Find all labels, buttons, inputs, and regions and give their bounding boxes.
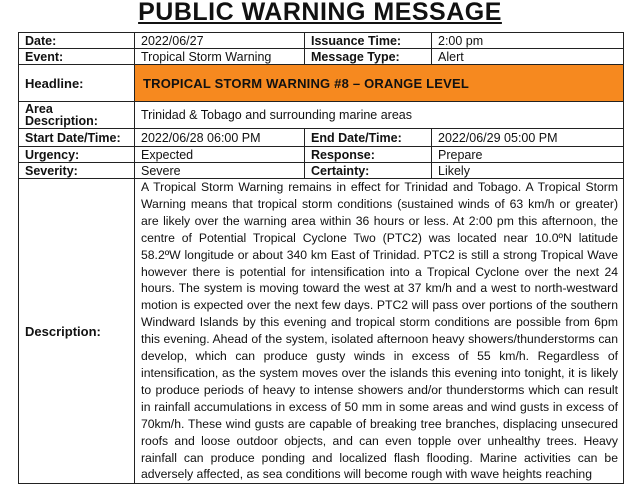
message-type-value: Alert — [432, 49, 624, 65]
headline-value: TROPICAL STORM WARNING #8 – ORANGE LEVEL — [135, 65, 624, 102]
severity-label: Severity: — [19, 163, 135, 179]
severity-value: Severe — [135, 163, 305, 179]
start-label: Start Date/Time: — [19, 129, 135, 147]
row-area — [19, 102, 624, 129]
urgency-value: Expected — [135, 147, 305, 163]
date-value: 2022/06/27 — [135, 33, 305, 49]
end-label: End Date/Time: — [305, 129, 432, 147]
description-text: A Tropical Storm Warning remains in effect for Trinidad and Tobago. A Tropical Storm Warning means that tropical storm conditions (sustained winds of 63 km/h or greater) are likely over the warning area within 36 hours or less. At 2:00 pm this afternoon, the centre of Potential Tropical Cyclone Two (PTC2) was located near 10.0ºN latitude 58.2ºW longitude or about 340 km East of Trinidad. PTC2 is still a strong Tropical Wave however there is potential for intensification into a Tropical Cyclone over the next 24 hours. The system is moving toward the west at 37 km/h and a west to north-westward motion is expected over the next few days. PTC2 will pass over portions of the southern Windward Islands by this evening and tropical storm conditions are possible from 6pm this evening. Ahead of the system, isolated afternoon heavy showers/thunderstorms can develop, which can produce gusty winds in excess of 55 km/h. Regardless of intensification, as the system moves over the islands this evening into tonight, it is likely to produce periods of heavy to intense showers and/or thunderstorms which can result in rainfall accumulations in excess of 50 mm in some areas and wind gusts in excess of 70km/h. These wind gusts are capable of breaking tree branches, displacing unsecured roofs and loose outdoor objects, and can even topple over unhealthy trees. Heavy rainfall can produce ponding and localized flash flooding. Marine activities can be adversely affected, as sea conditions will become rough with wave heights reaching — [135, 179, 624, 484]
issuance-time-label: Issuance Time: — [305, 33, 432, 49]
urgency-label: Urgency: — [19, 147, 135, 163]
warning-table — [18, 32, 624, 484]
row-event — [19, 49, 624, 65]
response-label: Response: — [305, 147, 432, 163]
description-label: Description: — [19, 179, 135, 484]
row-description — [19, 179, 624, 484]
certainty-label: Certainty: — [305, 163, 432, 179]
certainty-value: Likely — [432, 163, 624, 179]
headline-label: Headline: — [19, 65, 135, 102]
event-value: Tropical Storm Warning — [135, 49, 305, 65]
start-value: 2022/06/28 06:00 PM — [135, 129, 305, 147]
row-dates — [19, 129, 624, 147]
row-severity — [19, 163, 624, 179]
area-description-value: Trinidad & Tobago and surrounding marine areas — [135, 102, 624, 129]
date-label: Date: — [19, 33, 135, 49]
event-label: Event: — [19, 49, 135, 65]
message-type-label: Message Type: — [305, 49, 432, 65]
page-title: PUBLIC WARNING MESSAGE — [138, 0, 502, 26]
row-headline — [19, 65, 624, 102]
row-date — [19, 33, 624, 49]
issuance-time-value: 2:00 pm — [432, 33, 624, 49]
area-description-label: Area Description: — [19, 102, 135, 129]
row-urgency — [19, 147, 624, 163]
end-value: 2022/06/29 05:00 PM — [432, 129, 624, 147]
response-value: Prepare — [432, 147, 624, 163]
